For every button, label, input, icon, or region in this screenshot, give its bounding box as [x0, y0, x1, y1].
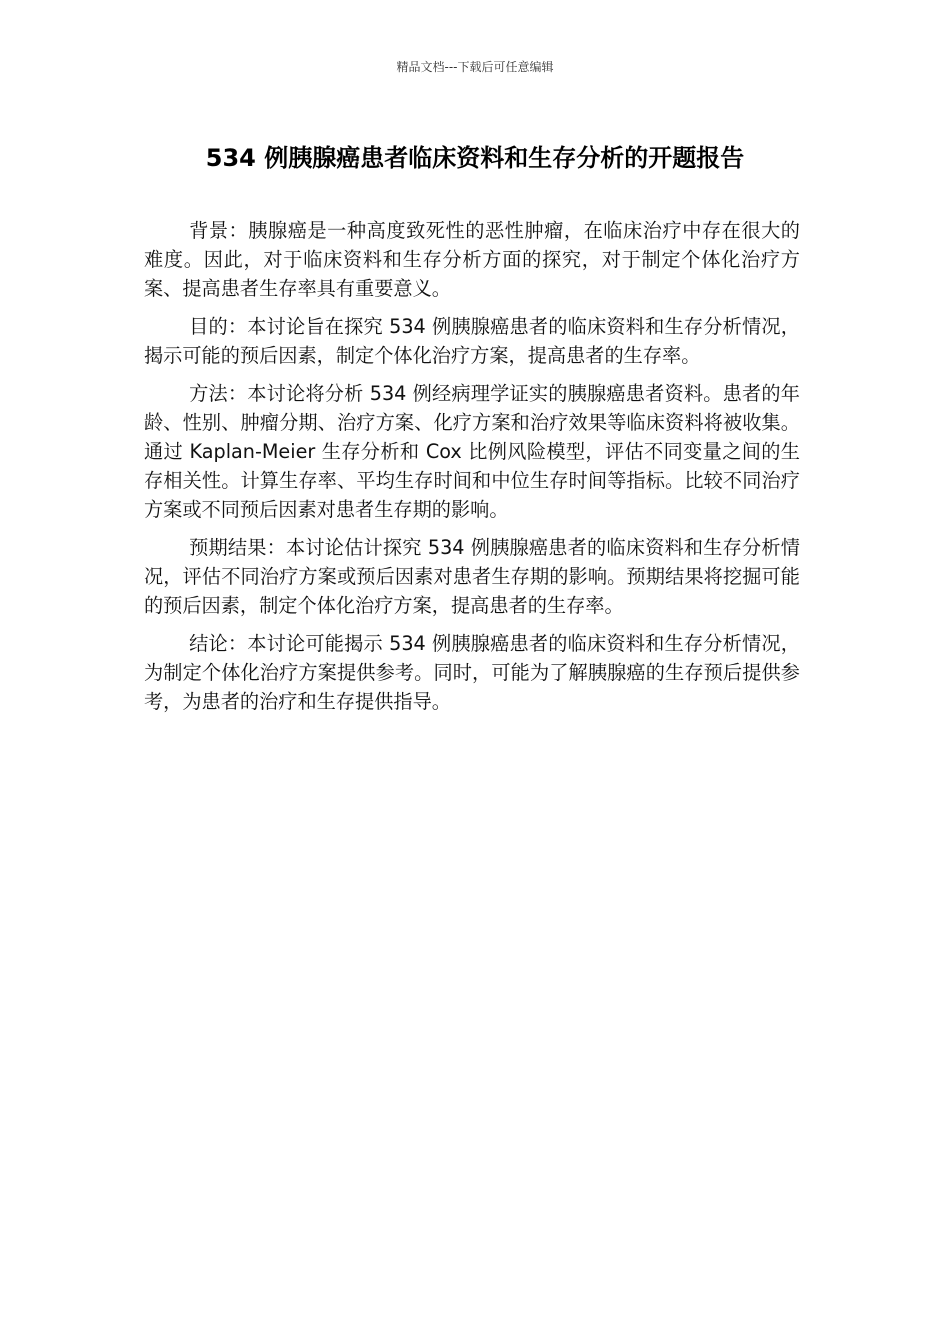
header-note: 精品文档---下载后可任意编辑 — [396, 60, 554, 74]
paragraph-methods: 方法：本讨论将分析 534 例经病理学证实的胰腺癌患者资料。患者的年龄、性别、肿瘤分期、治疗方案、化疗方案和治疗效果等临床资料将被收集。通过 Kaplan-Meier 生存分析和 Cox 比例风险模型，评估不同变量之间的生存相关性。计算生存率、平均生存时间和中位生存时间等指标。比较不同治疗方案或不同预后因素对患者生存期的影响。 — [144, 382, 800, 521]
document-body — [144, 216, 800, 725]
paragraph-conclusion: 结论：本讨论可能揭示 534 例胰腺癌患者的临床资料和生存分析情况，为制定个体化治疗方案提供参考。同时，可能为了解胰腺癌的生存预后提供参考，为患者的治疗和生存提供指导。 — [144, 632, 800, 713]
paragraph-background: 背景：胰腺癌是一种高度致死性的恶性肿瘤，在临床治疗中存在很大的难度。因此，对于临床资料和生存分析方面的探究，对于制定个体化治疗方案、提高患者生存率具有重要意义。 — [144, 219, 800, 300]
paragraph-expected-results: 预期结果：本讨论估计探究 534 例胰腺癌患者的临床资料和生存分析情况，评估不同治疗方案或预后因素对患者生存期的影响。预期结果将挖掘可能的预后因素，制定个体化治疗方案，提高患者的生存率。 — [144, 536, 800, 617]
document-title: 534 例胰腺癌患者临床资料和生存分析的开题报告 — [205, 144, 745, 172]
paragraph-objective: 目的：本讨论旨在探究 534 例胰腺癌患者的临床资料和生存分析情况，揭示可能的预后因素，制定个体化治疗方案，提高患者的生存率。 — [144, 315, 800, 367]
